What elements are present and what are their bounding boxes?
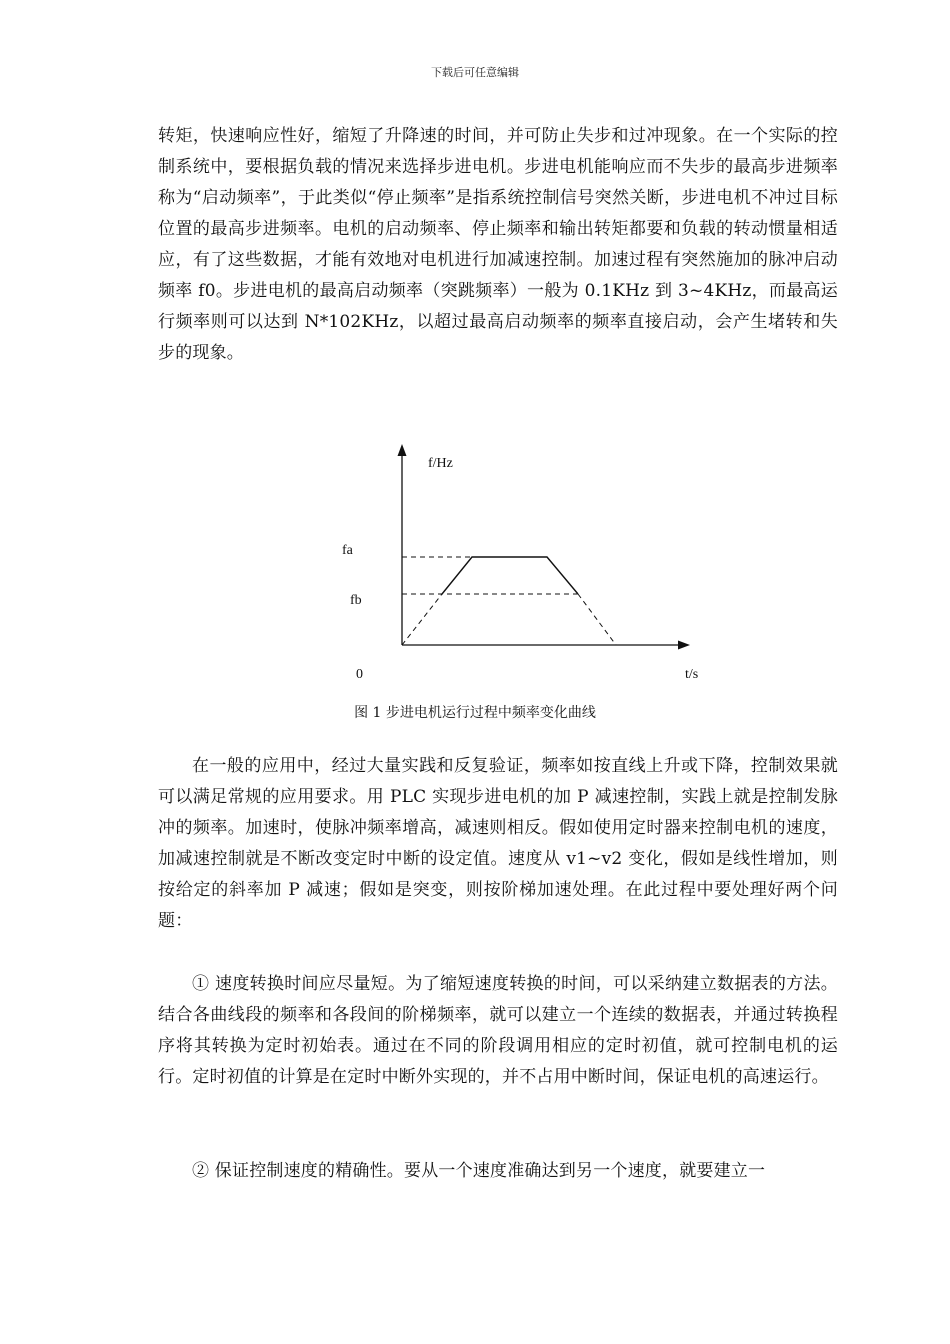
origin-label: 0 (356, 667, 363, 682)
x-axis-arrow-icon (678, 641, 690, 650)
stop-dashed-ramp (578, 594, 616, 645)
fb-label: fb (350, 593, 362, 608)
fa-label: fa (342, 543, 353, 558)
paragraph-point-two: ② 保证控制速度的精确性。要从一个速度准确达到另一个速度，就要建立一 (192, 1161, 766, 1181)
page-header: 下载后可任意编辑 (431, 66, 519, 79)
y-axis-arrow-icon (398, 444, 407, 456)
y-axis-label: f/Hz (428, 456, 453, 471)
paragraph-general-application: 在一般的应用中，经过大量实践和反复验证，频率如按直线上升或下降，控制效果就可以满足常规的应用要求。用 PLC 实现步进电机的加 P 减速控制，实践上就是控制发脉冲的频率。加速时，使脉冲频率增高，减速则相反。假如使用定时器来控制电机的速度，加减速控制就是不断改变定时中断的设定值。速度从 v1~v2 变化，假如是线性增加，则按给定的斜率加 P 减速；假如是突变，则按阶梯加速处理。在此过程中要处理好两个问题： (158, 756, 838, 931)
frequency-curve (442, 557, 578, 594)
frequency-curve-figure (330, 440, 730, 690)
figure-caption: 图 1 步进电机运行过程中频率变化曲线 (354, 705, 596, 721)
x-axis-label: t/s (685, 667, 699, 682)
start-dashed-ramp (402, 594, 442, 645)
paragraph-point-one: ① 速度转换时间应尽量短。为了缩短速度转换的时间，可以采纳建立数据表的方法。结合各曲线段的频率和各段间的阶梯频率，就可以建立一个连续的数据表，并通过转换程序将其转换为定时初始表。通过在不同的阶段调用相应的定时初值，就可控制电机的运行。定时初值的计算是在定时中断外实现的，并不占用中断时间，保证电机的高速运行。 (158, 974, 838, 1087)
paragraph-startup-frequency: 转矩，快速响应性好，缩短了升降速的时间，并可防止失步和过冲现象。在一个实际的控制系统中，要根据负载的情况来选择步进电机。步进电机能响应而不失步的最高步进频率称为“启动频率”，于此类似“停止频率”是指系统控制信号突然关断，步进电机不冲过目标位置的最高步进频率。电机的启动频率、停止频率和输出转矩都要和负载的转动惯量相适应，有了这些数据，才能有效地对电机进行加减速控制。加速过程有突然施加的脉冲启动频率 f0。步进电机的最高启动频率（突跳频率）一般为 0.1KHz 到 3~4KHz，而最高运行频率则可以达到 N*102KHz，以超过最高启动频率的频率直接启动，会产生堵转和失步的现象。 (158, 126, 838, 363)
